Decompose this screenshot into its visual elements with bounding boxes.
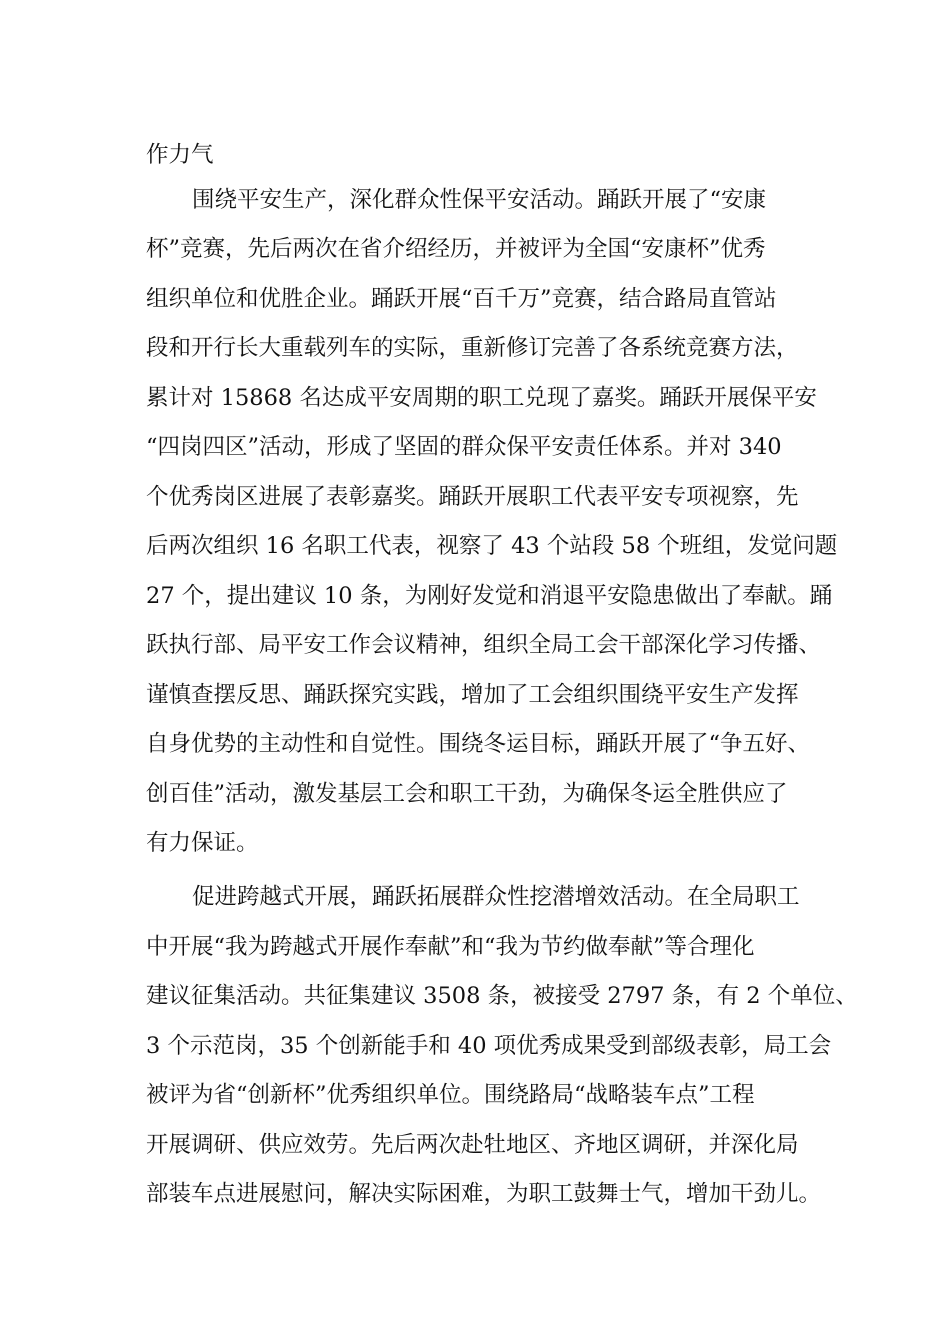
text-line: 有力保证。	[146, 830, 259, 856]
text-line: 建议征集活动。共征集建议 3508 条，被接受 2797 条，有 2 个单位、	[146, 983, 858, 1009]
text-line: “四岗四区”活动，形成了坚固的群众保平安责任体系。并对 340	[146, 434, 782, 460]
text-line: 3 个示范岗，35 个创新能手和 40 项优秀成果受到部级表彰，局工会	[146, 1033, 832, 1059]
text-line: 段和开行长大重载列车的实际，重新修订完善了各系统竞赛方法，	[146, 335, 799, 361]
text-line: 累计对 15868 名达成平安周期的职工兑现了嘉奖。踊跃开展保平安	[146, 385, 817, 411]
text-line: 谨慎查摆反思、踊跃探究实践，增加了工会组织围绕平安生产发挥	[146, 682, 799, 708]
paragraph-first-line: 促进跨越式开展，踊跃拓展群众性挖潜增效活动。在全局职工	[192, 884, 800, 910]
text-line: 杯”竞赛，先后两次在省介绍经历，并被评为全国“安康杯”优秀	[146, 236, 766, 262]
text-line: 中开展“我为跨越式开展作奉献”和“我为节约做奉献”等合理化	[146, 934, 755, 960]
text-line: 被评为省“创新杯”优秀组织单位。围绕路局“战略装车点”工程	[146, 1082, 755, 1108]
text-line: 个优秀岗区进展了表彰嘉奖。踊跃开展职工代表平安专项视察，先	[146, 484, 799, 510]
paragraph-first-line: 围绕平安生产，深化群众性保平安活动。踊跃开展了“安康	[192, 187, 767, 213]
text-line: 部装车点进展慰问，解决实际困难，为职工鼓舞士气，增加干劲儿。	[146, 1181, 822, 1207]
text-line: 创百佳”活动，激发基层工会和职工干劲，为确保冬运全胜供应了	[146, 781, 788, 807]
text-line: 组织单位和优胜企业。踊跃开展“百千万”竞赛，结合路局直管站	[146, 286, 777, 312]
text-line: 27 个，提出建议 10 条，为刚好发觉和消退平安隐患做出了奉献。踊	[146, 583, 833, 609]
text-line: 跃执行部、局平安工作会议精神，组织全局工会干部深化学习传播、	[146, 632, 822, 658]
text-line: 后两次组织 16 名职工代表，视察了 43 个站段 58 个班组，发觉问题	[146, 533, 838, 559]
text-line: 开展调研、供应效劳。先后两次赴牡地区、齐地区调研，并深化局	[146, 1132, 799, 1158]
text-line: 自身优势的主动性和自觉性。围绕冬运目标，踊跃开展了“争五好、	[146, 731, 811, 757]
text-line: 作力气	[146, 142, 214, 168]
